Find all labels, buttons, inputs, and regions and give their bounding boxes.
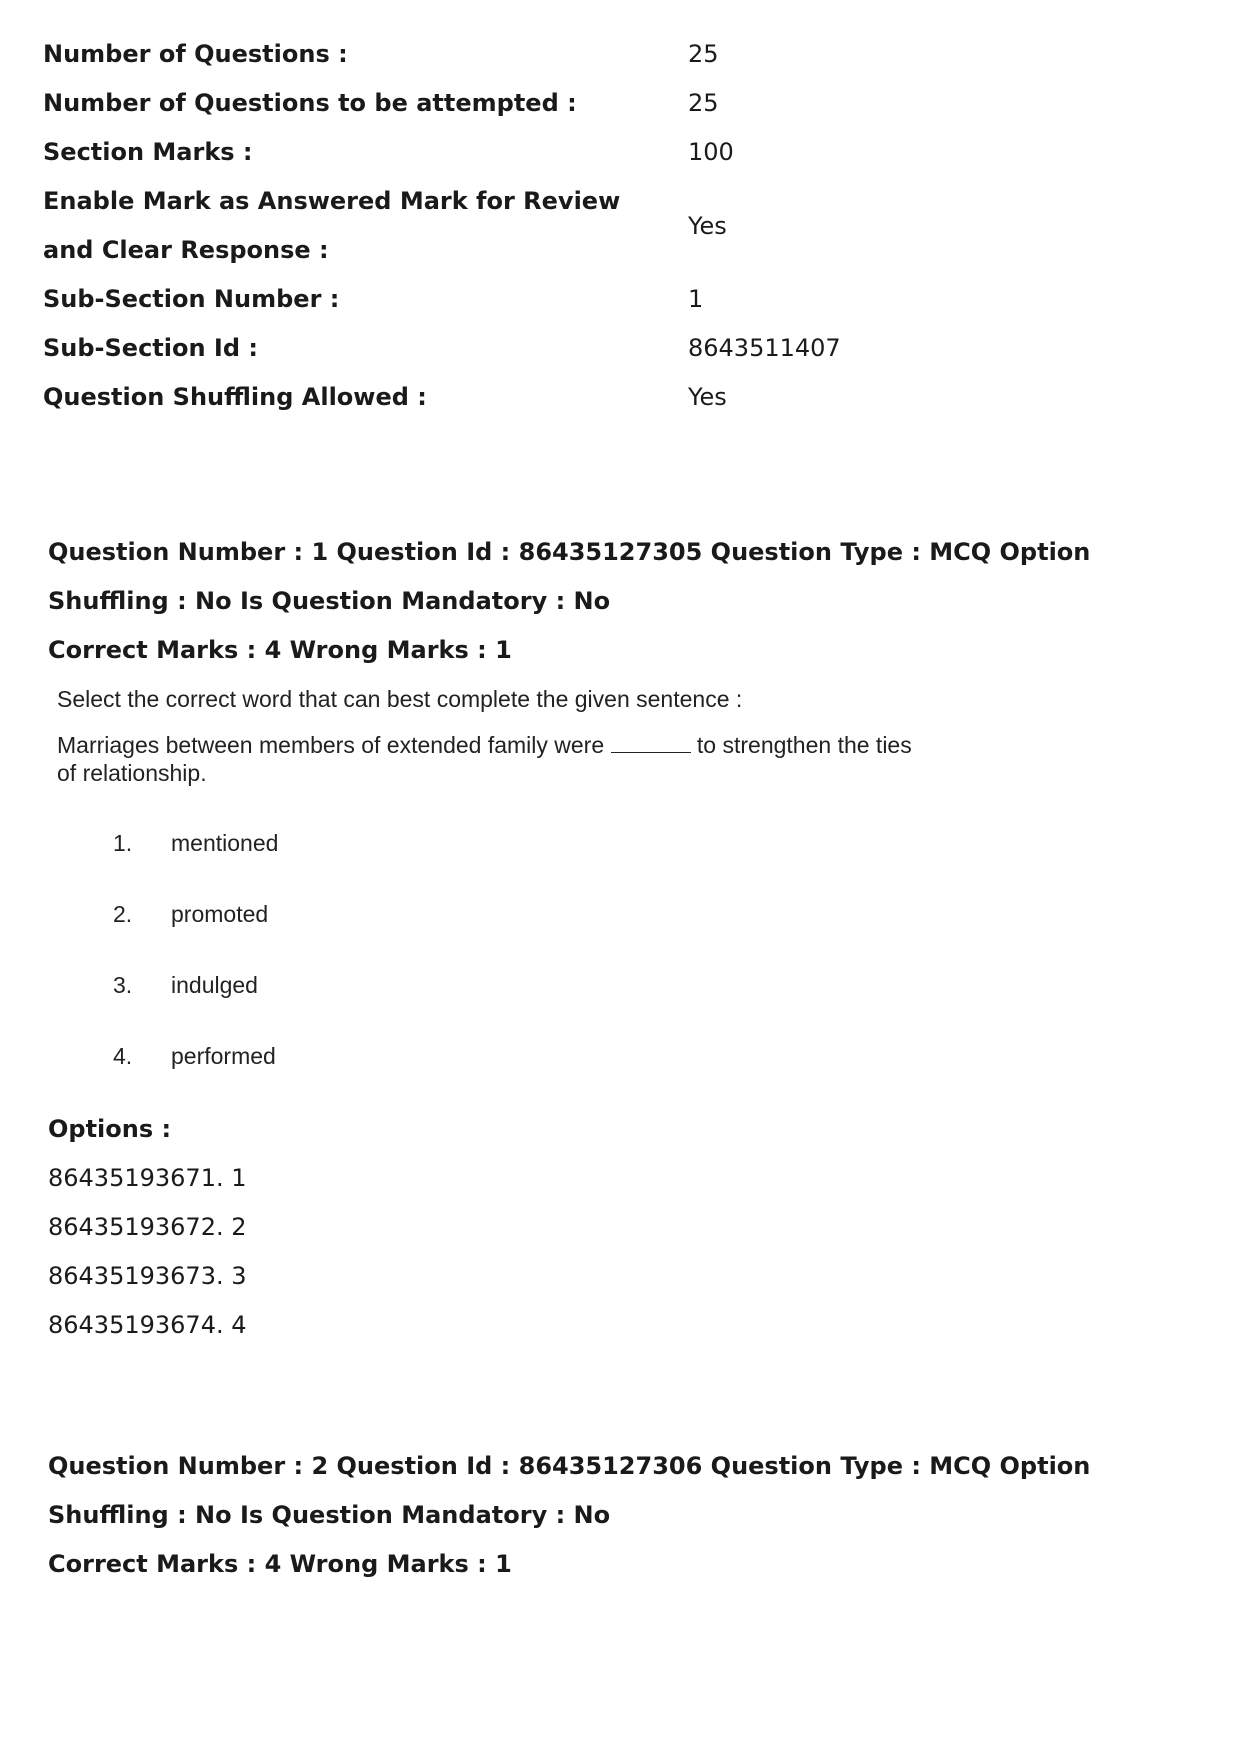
choice-number: 4. (113, 1043, 133, 1069)
info-row-question-count (43, 30, 1143, 79)
question-sentence (57, 731, 937, 787)
question-instruction: Select the correct word that can best complete the given sentence : (57, 686, 743, 712)
options-title: Options : (48, 1115, 172, 1143)
choice-item (57, 1042, 1208, 1070)
info-value: 8643511407 (688, 334, 841, 362)
info-label: Number of Questions to be attempted : (43, 89, 577, 117)
info-label: Number of Questions : (43, 40, 348, 68)
info-value: Yes (688, 383, 727, 411)
choice-list (57, 815, 1208, 1070)
choice-item (57, 829, 1208, 857)
sentence-part-2: to strengthen the ties of relationship. (57, 732, 912, 786)
choice-text: performed (171, 1043, 276, 1069)
info-value: 100 (688, 138, 734, 166)
info-row-sub-section-id (43, 324, 1143, 373)
question-1 (48, 528, 1208, 1350)
info-row-sub-section-number (43, 275, 1143, 324)
info-value: 1 (688, 285, 704, 313)
info-row-section-marks (43, 128, 1143, 177)
choice-item (57, 900, 1208, 928)
question-body (57, 685, 1208, 1070)
sentence-part-1: Marriages between members of extended family were (57, 732, 605, 758)
info-value: 25 (688, 40, 719, 68)
question-marks: Correct Marks : 4 Wrong Marks : 1 (48, 636, 512, 664)
info-value: Yes (688, 211, 727, 240)
option-row: 86435193671. 1 (48, 1164, 247, 1192)
option-row: 86435193672. 2 (48, 1213, 247, 1241)
section-info-table (43, 30, 1143, 422)
choice-number: 3. (113, 972, 133, 998)
choice-number: 2. (113, 901, 133, 927)
info-label: Sub-Section Number : (43, 285, 340, 313)
question-header: Question Number : 1 Question Id : 86435127305 Question Type : MCQ Option Shuffling : No Is Question Mandatory : No (48, 538, 1091, 615)
choice-text: indulged (171, 972, 258, 998)
answer-blank (611, 732, 691, 753)
info-row-question-shuffling (43, 373, 1143, 422)
choice-text: promoted (171, 901, 269, 927)
choice-number: 1. (113, 830, 133, 856)
info-value: 25 (688, 89, 719, 117)
choice-item (57, 971, 1208, 999)
info-row-enable-mark (43, 177, 1143, 275)
option-row: 86435193674. 4 (48, 1311, 247, 1339)
info-label: Section Marks : (43, 138, 253, 166)
question-header: Question Number : 2 Question Id : 86435127306 Question Type : MCQ Option Shuffling : No Is Question Mandatory : No (48, 1452, 1091, 1529)
choice-text: mentioned (171, 830, 279, 856)
option-row: 86435193673. 3 (48, 1262, 247, 1290)
question-2 (48, 1442, 1208, 1589)
info-row-questions-to-attempt (43, 79, 1143, 128)
question-marks: Correct Marks : 4 Wrong Marks : 1 (48, 1550, 512, 1578)
info-label: Sub-Section Id : (43, 334, 258, 362)
info-label: Question Shuffling Allowed : (43, 383, 427, 411)
info-label: Enable Mark as Answered Mark for Review and Clear Response : (43, 187, 621, 264)
